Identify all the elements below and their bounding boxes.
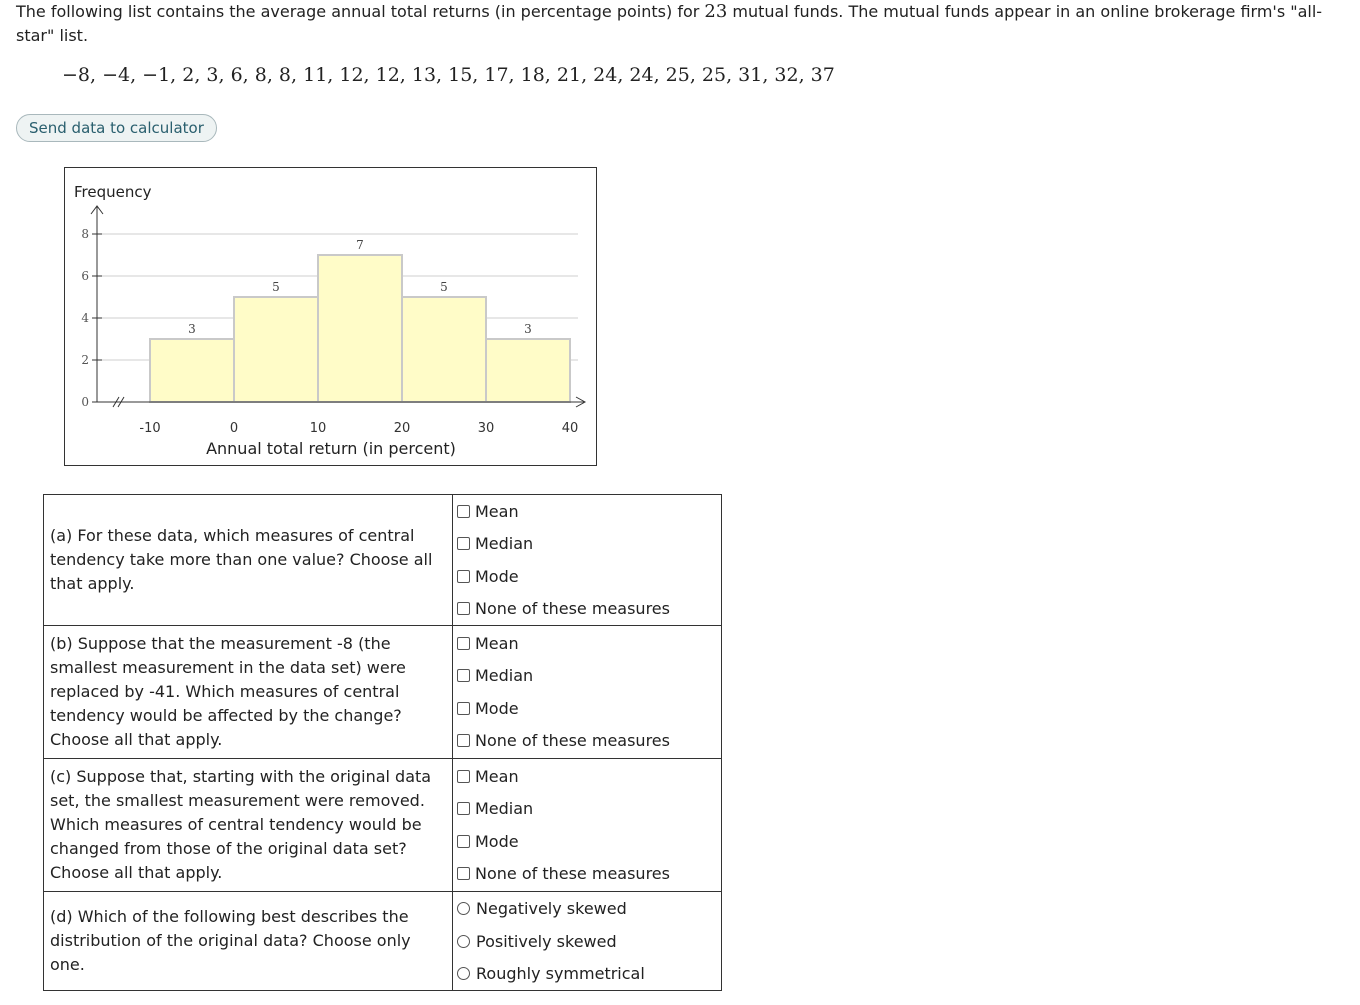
y-tick-label: 4 (81, 311, 89, 325)
question-row (44, 892, 722, 991)
checkbox[interactable] (457, 637, 470, 650)
question-row (44, 626, 722, 759)
checkbox-option[interactable] (457, 825, 721, 858)
radio-button[interactable] (457, 935, 470, 948)
histogram-chart (64, 167, 597, 466)
y-tick-label: 6 (81, 269, 89, 283)
data-list: −8, −4, −1, 2, 3, 6, 8, 8, 11, 12, 12, 13, 15, 17, 18, 21, 24, 24, 25, 25, 31, 32, 37 (62, 64, 835, 86)
option-label: Median (475, 534, 534, 554)
checkbox-option[interactable] (457, 858, 721, 891)
bar-value-label: 3 (188, 322, 196, 336)
checkbox[interactable] (457, 867, 470, 880)
radio-option[interactable] (457, 957, 721, 990)
histogram-bar (402, 297, 486, 402)
y-tick-label: 2 (81, 353, 89, 367)
option-label: Median (475, 666, 534, 686)
option-label: Mean (475, 501, 519, 521)
question-row (44, 495, 722, 626)
checkbox[interactable] (457, 537, 470, 550)
checkbox-option[interactable] (457, 627, 721, 660)
checkbox-option[interactable] (457, 593, 721, 626)
radio-option[interactable] (457, 892, 721, 925)
fund-count: 23 (704, 1, 728, 22)
checkbox[interactable] (457, 770, 470, 783)
histogram-bar (234, 297, 318, 402)
x-tick-label: -10 (139, 421, 161, 436)
option-label: Mode (475, 698, 519, 718)
answer-options (453, 759, 722, 892)
checkbox[interactable] (457, 505, 470, 518)
radio-option[interactable] (457, 925, 721, 958)
checkbox[interactable] (457, 602, 470, 615)
option-label: Mode (475, 831, 519, 851)
x-axis-title: Annual total return (in percent) (206, 439, 456, 458)
y-axis-title: Frequency (74, 183, 152, 201)
checkbox[interactable] (457, 669, 470, 682)
histogram-svg (65, 168, 596, 465)
option-label: None of these measures (475, 864, 670, 884)
checkbox-option[interactable] (457, 660, 721, 693)
question-text: (d) Which of the following best describes the distribution of the original data? Choose only one. (44, 892, 453, 991)
checkbox-option[interactable] (457, 760, 721, 793)
x-tick-label: 40 (561, 421, 579, 436)
intro-text-2: mutual funds. The mutual funds appear in an online brokerage firm's "all-star" list. (16, 2, 1323, 45)
question-text: (c) Suppose that, starting with the original data set, the smallest measurement were removed. Which measures of central tendency would be changed from those of the original data set? Choose all that apply. (44, 759, 453, 892)
checkbox[interactable] (457, 570, 470, 583)
radio-button[interactable] (457, 967, 470, 980)
question-text: (b) Suppose that the measurement -8 (the smallest measurement in the data set) were replaced by -41. Which measures of central tendency would be affected by the change? Choose all that apply. (44, 626, 453, 759)
checkbox-option[interactable] (457, 560, 721, 593)
x-tick-label: 20 (393, 421, 411, 436)
intro-text-1: The following list contains the average annual total returns (in percentage points) for (16, 2, 705, 21)
histogram-bar (318, 255, 402, 402)
option-label: None of these measures (475, 731, 670, 751)
bar-value-label: 5 (272, 280, 280, 294)
option-label: Negatively skewed (476, 899, 627, 918)
answer-options (453, 892, 722, 991)
checkbox-option[interactable] (457, 495, 721, 528)
histogram-bar (150, 339, 234, 402)
bar-value-label: 3 (524, 322, 532, 336)
checkbox[interactable] (457, 702, 470, 715)
problem-intro (16, 0, 1356, 48)
option-label: Mode (475, 566, 519, 586)
x-tick-label: 0 (229, 421, 239, 436)
option-label: Positively skewed (476, 931, 617, 951)
bars (150, 255, 570, 402)
y-tick-label: 0 (81, 395, 89, 409)
answer-options (453, 626, 722, 759)
checkbox[interactable] (457, 734, 470, 747)
checkbox[interactable] (457, 802, 470, 815)
option-label: Median (475, 799, 534, 819)
question-row (44, 759, 722, 892)
x-tick-label: 30 (477, 421, 495, 436)
bar-value-label: 7 (356, 238, 364, 252)
answer-options (453, 495, 722, 626)
checkbox-option[interactable] (457, 793, 721, 826)
x-tick-label: 10 (309, 421, 327, 436)
send-data-button[interactable]: Send data to calculator (16, 114, 217, 142)
checkbox-option[interactable] (457, 692, 721, 725)
option-label: None of these measures (475, 599, 670, 619)
checkbox[interactable] (457, 835, 470, 848)
histogram-bar (486, 339, 570, 402)
option-label: Roughly symmetrical (476, 964, 645, 983)
option-label: Mean (475, 766, 519, 786)
bar-value-label: 5 (440, 280, 448, 294)
questions-table (43, 494, 722, 991)
checkbox-option[interactable] (457, 528, 721, 561)
option-label: Mean (475, 633, 519, 653)
checkbox-option[interactable] (457, 725, 721, 758)
radio-button[interactable] (457, 902, 470, 915)
question-text: (a) For these data, which measures of central tendency take more than one value? Choose all that apply. (44, 495, 453, 626)
y-tick-label: 8 (81, 227, 89, 241)
